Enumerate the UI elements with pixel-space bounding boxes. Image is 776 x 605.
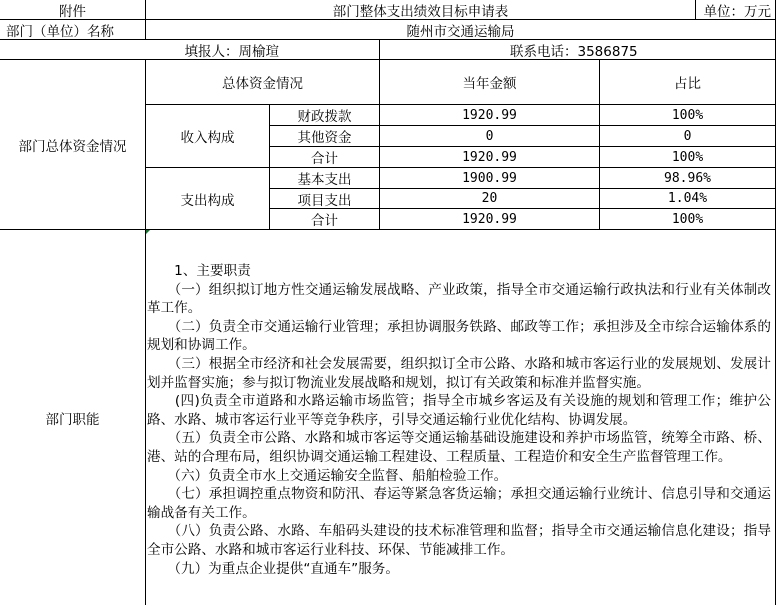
- expense-amount: 20: [380, 189, 600, 209]
- expense-item: 基本支出: [270, 168, 380, 189]
- income-total-amount: 1920.99: [380, 147, 600, 168]
- expense-amount: 1900.99: [380, 168, 600, 189]
- income-group-label: 收入构成: [146, 105, 270, 168]
- duty-paragraph: (四)负责全市道路和水路运输市场监管；指导全市城乡客运及有关设施的规划和管理工作；维护公路、水路、城市客运行业平等竞争秩序，引导交通运输行业优化结构、协调发展。: [147, 393, 771, 428]
- expense-group-label: 支出构成: [146, 168, 270, 230]
- form-title: 部门整体支出绩效目标申请表: [146, 0, 696, 20]
- income-item: 财政拨款: [270, 105, 380, 126]
- filler-info: 填报人：周榆瑄: [0, 40, 380, 60]
- dept-name-label: 部门（单位）名称: [0, 20, 146, 40]
- duties-content: [147, 262, 771, 578]
- income-total-label: 合计: [270, 147, 380, 168]
- duty-paragraph: （八）负责公路、水路、车船码头建设的技术标准管理和监督；指导全市交通运输信息化建设；指导全市公路、水路和城市客运行业科技、环保、节能减排工作。: [147, 523, 771, 558]
- duties-label: 部门职能: [0, 230, 146, 605]
- duty-paragraph: （六）负责全市水上交通运输安全监督、船舶检验工作。: [147, 467, 508, 484]
- funds-header-overall: 总体资金情况: [146, 60, 380, 105]
- duty-paragraph: 1、主要职责: [147, 263, 251, 279]
- expense-item: 项目支出: [270, 189, 380, 209]
- income-amount: 0: [380, 126, 600, 147]
- cell-comment-marker: [146, 230, 150, 234]
- expense-ratio: 1.04%: [600, 189, 776, 209]
- duty-paragraph: （三）根据全市经济和社会发展需要，组织拟订全市公路、水路和城市客运行业的发展规划、发展计划并监督实施；参与拟订物流业发展战略和规划，拟订有关政策和标准并监督实施。: [147, 355, 771, 391]
- expense-total-amount: 1920.99: [380, 209, 600, 230]
- unit-label: 单位：万元: [696, 0, 776, 20]
- duty-paragraph: （五）负责全市公路、水路和城市客运等交通运输基础设施建设和养护市场监管，统筹全市路、桥、港、站的合理布局，组织协调交通运输工程建设、工程质量、工程造价和安全生产监督管理工作。: [147, 430, 771, 465]
- income-total-ratio: 100%: [600, 147, 776, 168]
- income-item: 其他资金: [270, 126, 380, 147]
- contact-phone: 联系电话：3586875: [380, 40, 776, 60]
- funds-header-amount: 当年金额: [380, 60, 600, 105]
- duty-paragraph: （七）承担调控重点物资和防汛、春运等紧急客货运输；承担交通运输行业统计、信息引导和交通运输战备有关工作。: [147, 486, 771, 521]
- duty-paragraph: （二）负责全市交通运输行业管理；承担协调服务铁路、邮政等工作；承担涉及全市综合运输体系的规划和协调工作。: [147, 318, 771, 354]
- duty-paragraph: （九）为重点企业提供“直通车”服务。: [147, 560, 399, 577]
- duty-paragraph: （一）组织拟订地方性交通运输发展战略、产业政策，指导全市交通运输行政执法和行业有关体制改革工作。: [147, 281, 771, 317]
- income-ratio: 100%: [600, 105, 776, 126]
- income-amount: 1920.99: [380, 105, 600, 126]
- funds-header-ratio: 占比: [600, 60, 776, 105]
- expense-ratio: 98.96%: [600, 168, 776, 189]
- expense-total-label: 合计: [270, 209, 380, 230]
- expense-total-ratio: 100%: [600, 209, 776, 230]
- funds-section-label: 部门总体资金情况: [0, 60, 146, 230]
- dept-name-value: 随州市交通运输局: [146, 20, 776, 40]
- income-ratio: 0: [600, 126, 776, 147]
- attachment-label: 附件: [0, 0, 146, 20]
